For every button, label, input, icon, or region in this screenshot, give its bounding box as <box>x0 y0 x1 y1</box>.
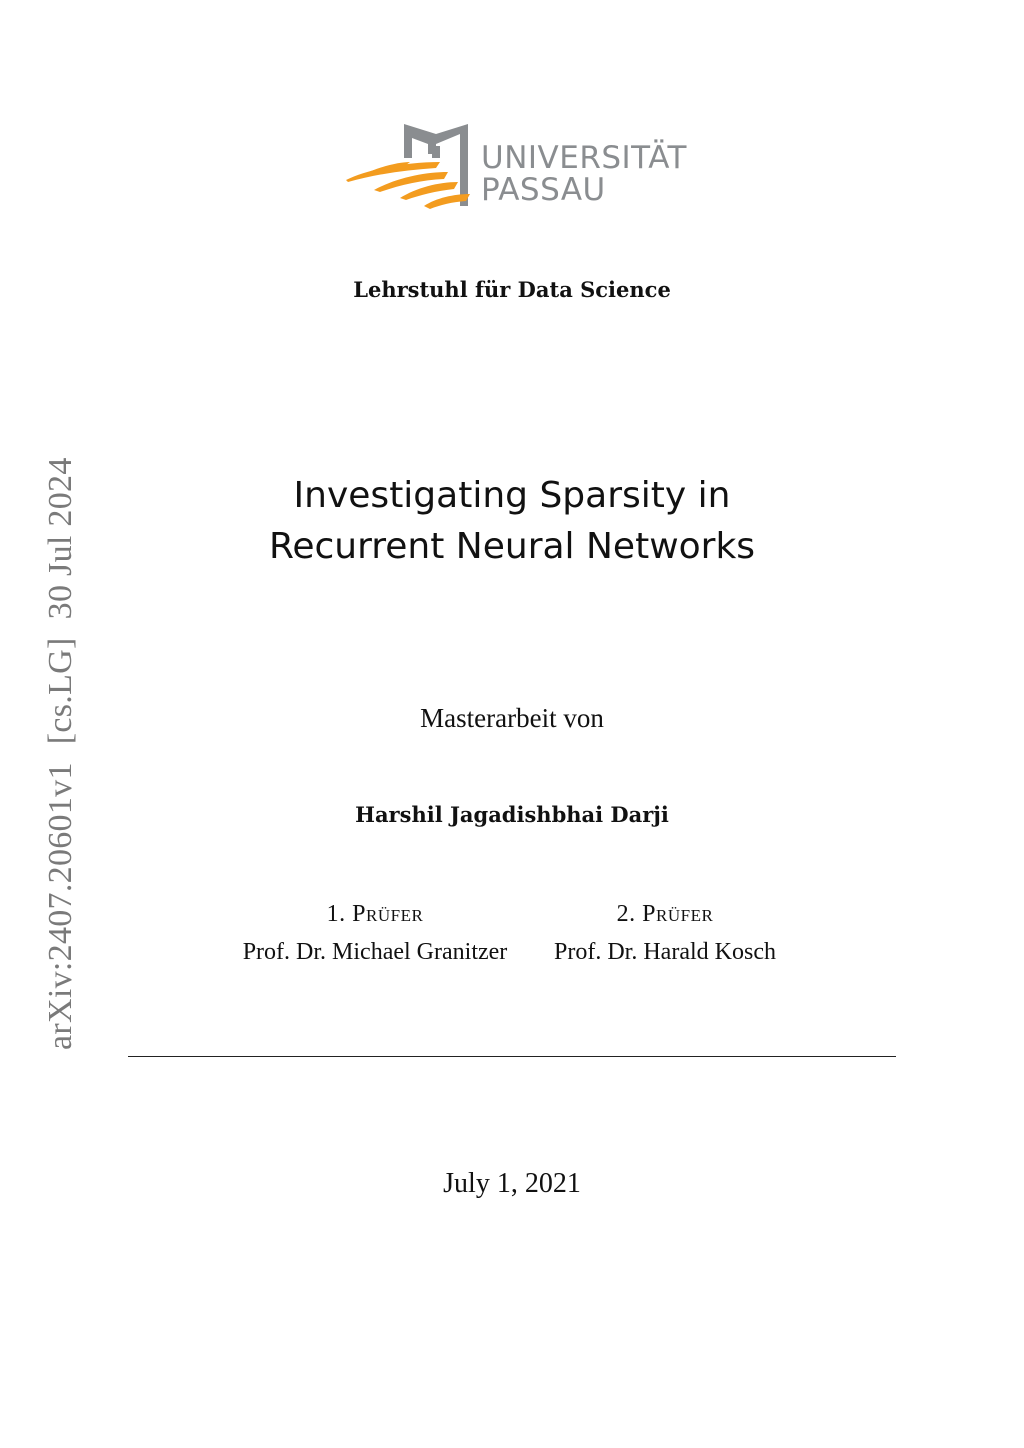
university-logo <box>340 118 690 218</box>
chair-name: Lehrstuhl für Data Science <box>353 277 671 302</box>
arxiv-date: 30 Jul 2024 <box>42 457 79 620</box>
arxiv-id: arXiv:2407.20601v1 <box>42 762 79 1050</box>
logo-text-passau: PASSAU <box>481 172 606 208</box>
horizontal-rule <box>128 1056 896 1057</box>
arxiv-category: [cs.LG] <box>42 637 79 745</box>
examiner-role: 1. Prüfer <box>326 901 424 927</box>
first-examiner <box>225 895 525 971</box>
thesis-type: Masterarbeit von <box>420 703 604 733</box>
author-name: Harshil Jagadishbhai Darji <box>355 802 669 827</box>
logo-text-universitaet: UNIVERSITÄT <box>481 140 687 176</box>
examiner-name: Prof. Dr. Harald Kosch <box>554 939 776 965</box>
title-line-1: Investigating Sparsity in <box>293 475 731 516</box>
submission-date: July 1, 2021 <box>443 1168 581 1199</box>
examiner-role: 2. Prüfer <box>616 901 714 927</box>
title-line-2: Recurrent Neural Networks <box>268 526 756 567</box>
second-examiner <box>540 895 790 971</box>
university-emblem-icon <box>340 118 480 218</box>
examiner-name: Prof. Dr. Michael Granitzer <box>242 939 508 965</box>
thesis-title <box>0 470 1024 572</box>
